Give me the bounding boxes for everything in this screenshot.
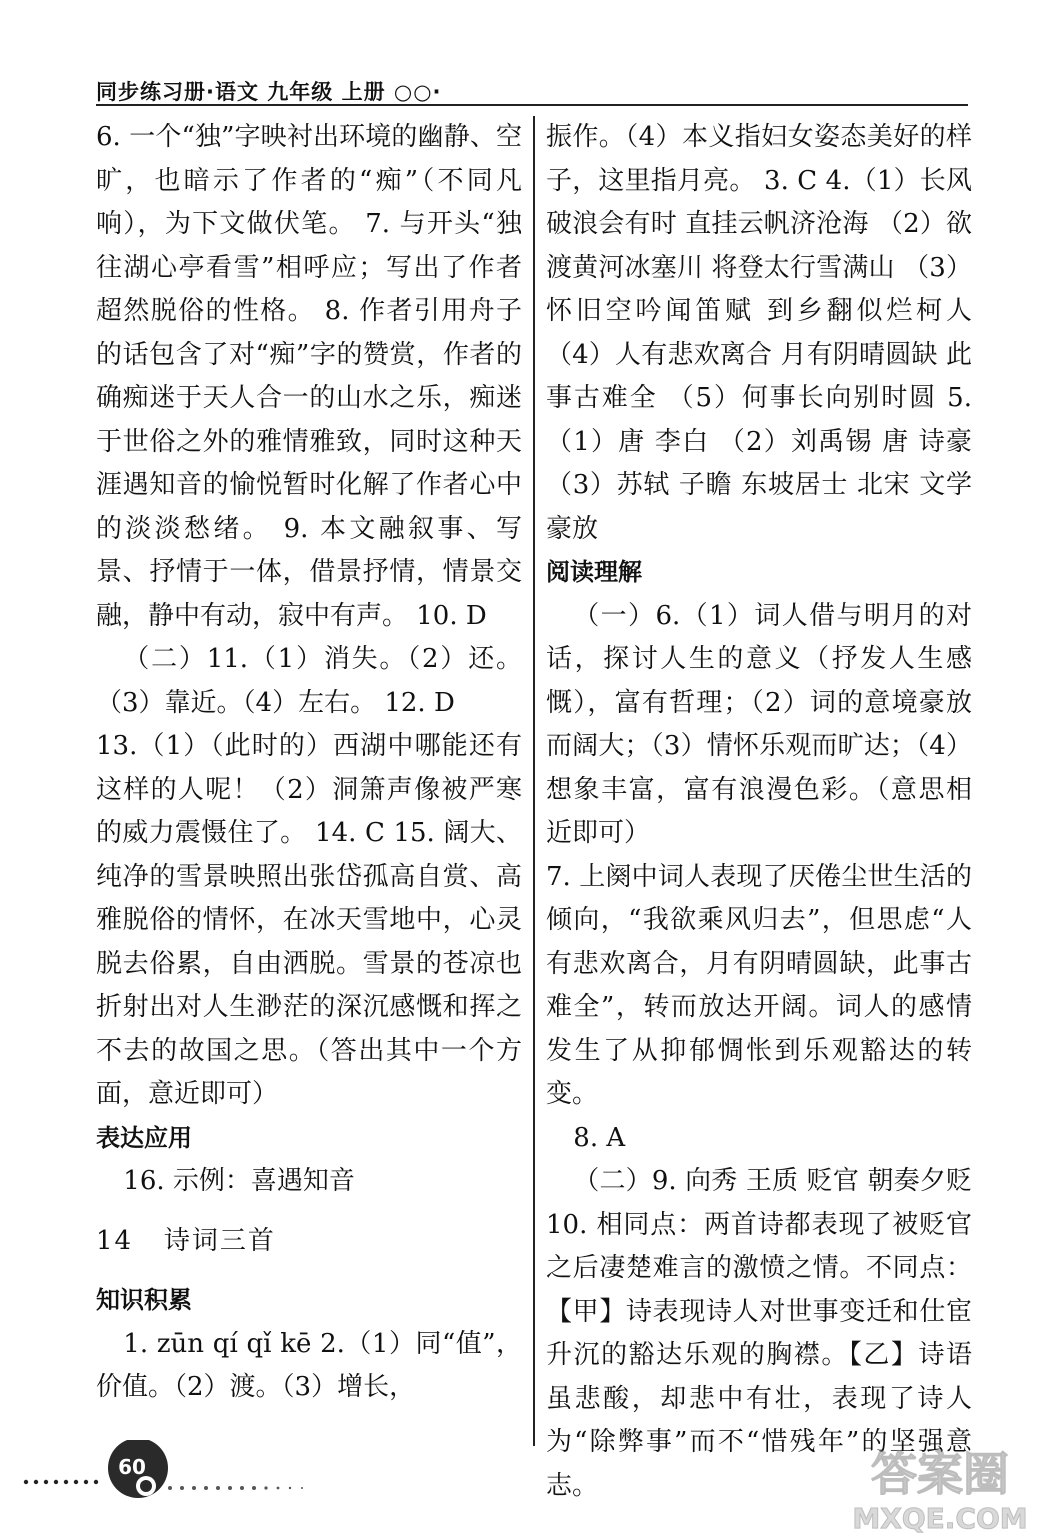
left-column bbox=[96, 116, 522, 1410]
watermark-site: MXQE.COM bbox=[852, 1502, 1028, 1535]
watermark-brand: 答案圈 bbox=[871, 1447, 1009, 1501]
section-heading-expression: 表达应用 bbox=[96, 1123, 192, 1152]
answer-paragraph: 8. A bbox=[573, 1122, 626, 1153]
lesson-number: 14 bbox=[96, 1225, 134, 1256]
header-title: 同步练习册·语文 九年级 上册 ○○· bbox=[96, 80, 442, 104]
lesson-name: 诗词三首 bbox=[163, 1225, 276, 1256]
section-heading-reading: 阅读理解 bbox=[546, 558, 642, 586]
answer-paragraph: （一）6.（1）词人借与明月的对话，探讨人生的意义（抒发人生感慨），富有哲理；（2）词的意境豪放而阔大；（3）情怀乐观而旷达；（4）想象丰富，富有浪漫色彩。（意思相近即可） bbox=[546, 600, 972, 848]
answer-paragraph: 16. 示例：喜遇知音 bbox=[123, 1166, 355, 1196]
lesson-title bbox=[96, 1204, 522, 1280]
answer-paragraph: 振作。（4）本义指妇女姿态美好的样子，这里指月亮。 3. C 4.（1）长风破浪会有时 直挂云帆济沧海 （2）欲渡黄河冰塞川 将登太行雪满山 （3）怀旧空吟闻笛赋 到乡翻似烂柯人 （4）人有悲欢离合 月有阴晴圆缺 此事古难全 （5）何事长向别时圆 5.（1）唐 李白 （2）刘禹锡 唐 诗豪 （3）苏轼 子瞻 东坡居士 北宋 文学 豪放 bbox=[546, 122, 972, 544]
answer-paragraph: （二）11.（1）消失。（2）还。（3）靠近。（4）左右。 12. D bbox=[96, 644, 522, 718]
column-divider bbox=[533, 116, 535, 1446]
answer-paragraph: （二）9. 向秀 王质 贬官 朝奏夕贬 10. 相同点：两首诗都表现了被贬官之后凄楚难言的激愤之情。不同点：【甲】诗表现诗人对世事变迁和仕宦升沉的豁达乐观的胸襟。【乙】诗语虽悲酸，却悲中有壮，表现了诗人为“除弊事”而不“惜残年”的坚强意志。 bbox=[546, 1166, 972, 1501]
answer-paragraph: 1. zūn qí qǐ kē 2.（1）同“值”，价值。（2）渡。（3）增长， bbox=[96, 1328, 522, 1402]
right-column bbox=[546, 116, 972, 1508]
answer-paragraph: 13.（1）（此时的）西湖中哪能还有这样的人呢！（2）洞箫声像被严寒的威力震慑住了。 14. C 15. 阔大、纯净的雪景映照出张岱孤高自赏、高雅脱俗的情怀，在冰天雪地中，心灵脱去俗累，自由洒脱。雪景的苍凉也折射出对人生渺茫的深沉感慨和挥之不去的故国之思。（答出其中一个方面，意近即可） bbox=[96, 731, 522, 1109]
answer-paragraph: 7. 上阕中词人表现了厌倦尘世生活的倾向，“我欲乘风归去”，但思虑“人有悲欢离合，月有阴晴圆缺，此事古难全”，转而放达开阔。词人的感情发生了从抑郁惆怅到乐观豁达的转变。 bbox=[546, 861, 972, 1109]
answer-paragraph: 6. 一个“独”字映衬出环境的幽静、空旷，也暗示了作者的“痴”（不同凡响），为下文做伏笔。 7. 与开头“独往湖心亭看雪”相呼应；写出了作者超然脱俗的性格。 8. 作者引用舟子的话包含了对“痴”字的赞赏，作者的确痴迷于天人合一的山水之乐，痴迷于世俗之外的雅情雅致，同时这种天涯遇知音的愉悦暂时化解了作者心中的淡淡愁绪。 9. 本文融叙事、写景、抒情于一体，借景抒情，情景交融，静中有动，寂中有声。 10. D bbox=[96, 122, 522, 631]
page-number-badge bbox=[20, 1440, 320, 1500]
running-header bbox=[96, 74, 968, 106]
page-number: 60 bbox=[118, 1455, 146, 1479]
section-heading-knowledge: 知识积累 bbox=[96, 1286, 192, 1314]
watermark-logo bbox=[840, 1438, 1039, 1536]
